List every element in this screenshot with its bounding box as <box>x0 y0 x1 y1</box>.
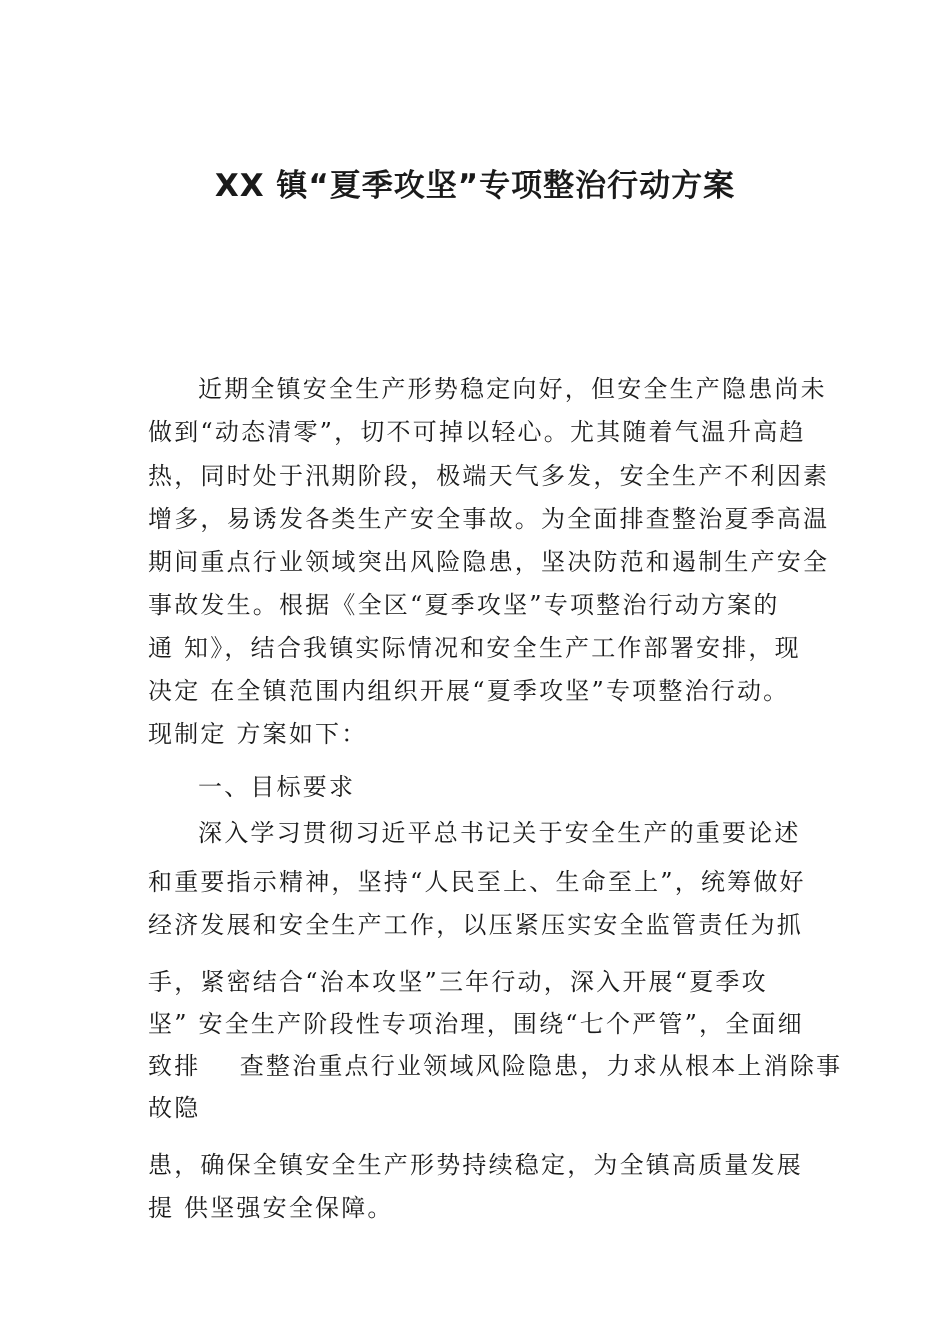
paragraph-line: 致排 查整治重点行业领域风险隐患，力求从根本上消除事 <box>148 1052 843 1080</box>
paragraph-line: 做到“动态清零”，切不可掉以轻心。尤其随着气温升高趋 <box>148 418 806 446</box>
paragraph-line: 决定 在全镇范围内组织开展“夏季攻坚”专项整治行动。 <box>148 677 790 705</box>
paragraph-line: 坚” 安全生产阶段性专项治理，围绕“七个严管”，全面细 <box>148 1010 804 1038</box>
document-title: XX 镇“夏季攻坚”专项整治行动方案 <box>214 168 736 204</box>
paragraph-line: 现制定 方案如下： <box>148 720 368 748</box>
paragraph-line: 事故发生。根据《全区“夏季攻坚”专项整治行动方案的 <box>148 591 780 619</box>
paragraph-line: 热，同时处于汛期阶段，极端天气多发，安全生产不利因素 <box>148 462 830 490</box>
paragraph-line: 和重要指示精神，坚持“人民至上、生命至上”，统筹做好 <box>148 868 806 896</box>
section-heading: 一、目标要求 <box>198 773 356 801</box>
paragraph-line: 增多，易诱发各类生产安全事故。为全面排查整治夏季高温 <box>148 505 830 533</box>
paragraph-line: 通 知》，结合我镇实际情况和安全生产工作部署安排，现 <box>148 634 801 662</box>
paragraph-line: 深入学习贯彻习近平总书记关于安全生产的重要论述 <box>198 819 801 847</box>
paragraph-line: 期间重点行业领域突出风险隐患，坚决防范和遏制生产安全 <box>148 548 830 576</box>
paragraph-line: 患，确保全镇安全生产形势持续稳定，为全镇高质量发展 <box>148 1151 803 1179</box>
paragraph-line: 近期全镇安全生产形势稳定向好，但安全生产隐患尚未 <box>198 375 827 403</box>
paragraph-line: 经济发展和安全生产工作，以压紧压实安全监管责任为抓 <box>148 911 803 939</box>
paragraph-line: 故隐 <box>148 1094 201 1122</box>
paragraph-line: 手，紧密结合“治本攻坚”三年行动，深入开展“夏季攻 <box>148 968 768 996</box>
paragraph-line: 提 供坚强安全保障。 <box>148 1194 394 1222</box>
